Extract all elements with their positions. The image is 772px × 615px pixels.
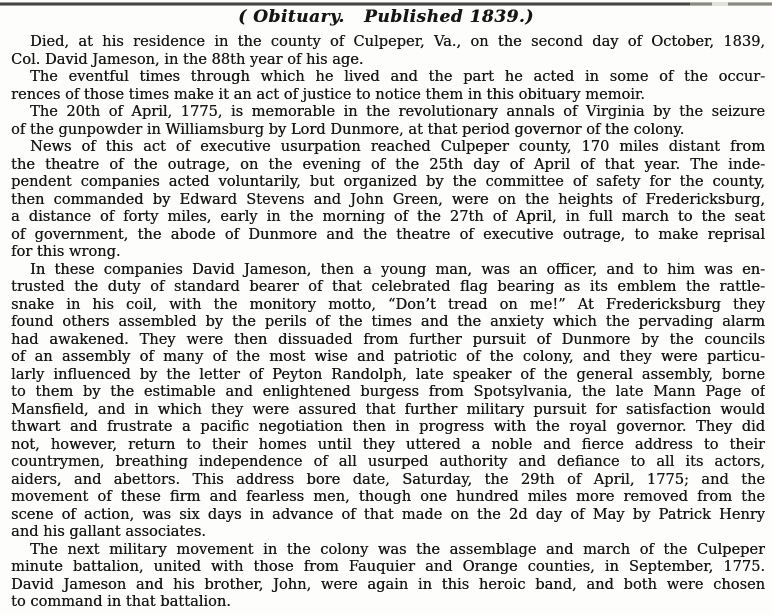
text-line: pendent companies acted voluntarily, but organized by the committee of safety for the county, <box>11 173 765 190</box>
text-line: to command in that battalion. <box>11 593 231 610</box>
text-line: The eventful times through which he lived and the part he acted in some of the occur- <box>30 68 765 85</box>
top-rule <box>0 2 772 6</box>
text-line: David Jameson and his brother, John, were again in this heroic band, and both were chosen <box>11 575 765 593</box>
text-line: of the gunpowder in Williamsburg by Lord Dunmore, at that period governor of the colony. <box>11 120 685 138</box>
text-line: Died, at his residence in the county of Culpeper, Va., on the second day of October, 1839, <box>30 33 765 50</box>
text-line: not, however, return to their homes until they uttered a noble and fierce address to their <box>11 435 765 453</box>
text-line: the theatre of the outrage, on the evening of the 25th day of April of that year. The inde- <box>11 155 765 173</box>
text-line: larly influenced by the letter of Peyton Randolph, late speaker of the general assembly, borne <box>11 365 765 383</box>
paragraph <box>11 541 765 611</box>
text-line: rences of those times make it an act of justice to notice them in this obituary memoir. <box>11 85 645 103</box>
text-line: of government, the abode of Dunmore and the theatre of executive outrage, to make reprisal <box>11 225 765 243</box>
text-line: had awakened. They were then dissuaded from further pursuit of Dunmore by the councils <box>11 330 765 348</box>
text-line: for this wrong. <box>11 243 121 260</box>
text-line: countrymen, breathing independence of all usurped authority and defiance to all its actors, <box>11 453 765 470</box>
page-title: ( Obituary. Published 1839.) <box>238 7 534 27</box>
text-line: minute battalion, united with those from Fauquier and Orange counties, in September, 1775. <box>11 558 765 575</box>
text-line: The 20th of April, 1775, is memorable in the revolutionary annals of Virginia by the seizure <box>30 103 765 120</box>
top-rule-light-segment <box>690 2 772 6</box>
text-line: and his gallant associates. <box>11 523 206 540</box>
text-line: movement of these firm and fearless men, though one hundred miles more removed from the <box>11 488 765 505</box>
text-line: In these companies David Jameson, then a young man, was an officer, and to him was en- <box>30 260 765 278</box>
text-line: The next military movement in the colony was the assemblage and march of the Culpeper <box>30 540 765 558</box>
document-body <box>11 33 765 611</box>
text-line: snake in his coil, with the monitory motto, “Don’t tread on me!” At Fredericksburg they <box>11 295 765 313</box>
text-line: Col. David Jameson, in the 88th year of his age. <box>11 50 364 68</box>
paragraph <box>11 138 765 261</box>
paragraph <box>11 33 765 68</box>
text-line: a distance of forty miles, early in the morning of the 27th of April, in full march to the seat <box>11 208 765 225</box>
text-line: found others assembled by the perils of the times and the anxiety which the pervading alarm <box>11 313 765 330</box>
text-line: scene of action, was six days in advance of that made on the 2d day of May by Patrick Henry <box>11 505 765 523</box>
text-line: thwart and frustrate a pacific negotiation then in progress with the royal governor. They did <box>11 418 765 435</box>
text-line: Mansfield, and in which they were assured that further military pursuit for satisfaction would <box>11 400 765 418</box>
paragraph <box>11 261 765 541</box>
text-line: of an assembly of many of the most wise and patriotic of the colony, and they were particu- <box>11 348 765 365</box>
text-line: aiders, and abettors. This address bore date, Saturday, the 29th of April, 1775; and the <box>11 470 765 488</box>
text-line: News of this act of executive usurpation reached Culpeper county, 170 miles distant from <box>30 138 765 155</box>
paragraph <box>11 68 765 103</box>
text-line: trusted the duty of standard bearer of that celebrated flag bearing as its emblem the rattle- <box>11 278 765 295</box>
paragraph <box>11 103 765 138</box>
top-rule-notch <box>712 2 728 6</box>
text-line: then commanded by Edward Stevens and John Green, were on the heights of Fredericksburg, <box>11 190 765 208</box>
text-line: to them by the estimable and enlightened burgess from Spotsylvania, the late Mann Page of <box>11 383 765 400</box>
